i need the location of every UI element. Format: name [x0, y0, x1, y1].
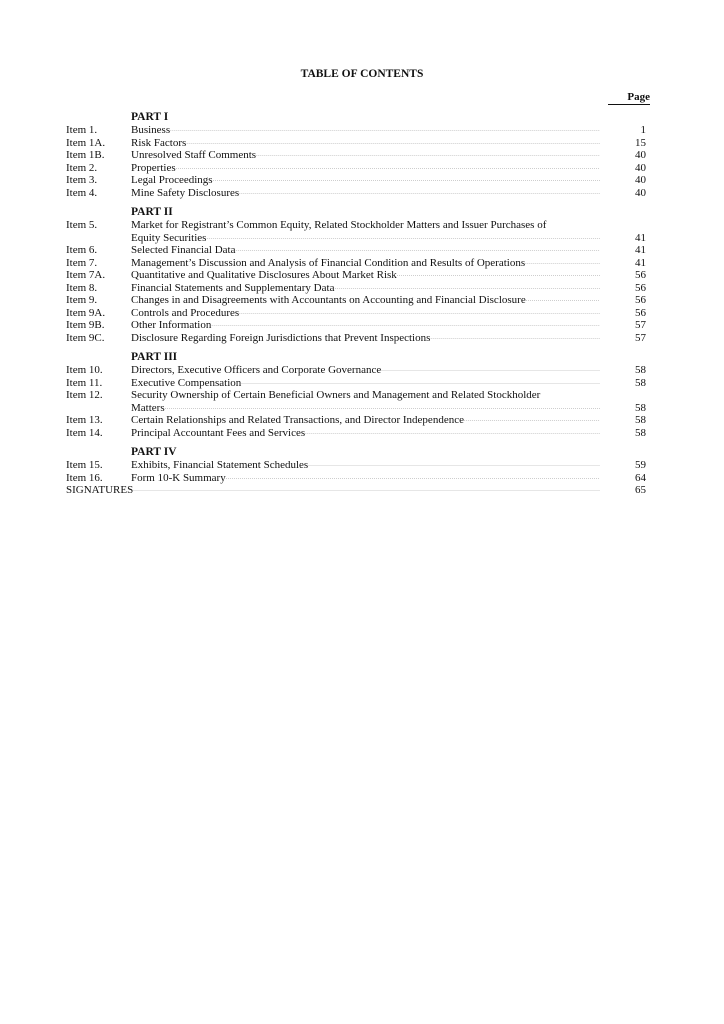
dot-leader: [525, 257, 600, 270]
toc-entry[interactable]: [131, 459, 600, 472]
toc-item-label: Item 14.: [66, 426, 103, 439]
toc-page-number: 59: [635, 459, 646, 471]
toc-entry-title[interactable]: Directors, Executive Officers and Corporate Governance: [131, 364, 382, 376]
toc-row[interactable]: [66, 257, 658, 270]
toc-entry-title-continued[interactable]: Equity Securities: [131, 231, 207, 244]
toc-entry-title[interactable]: Exhibits, Financial Statement Schedules: [131, 459, 309, 471]
toc-row[interactable]: [66, 282, 658, 295]
toc-row-signatures[interactable]: [66, 484, 658, 497]
toc-row[interactable]: [66, 219, 658, 232]
toc-page-number: 57: [635, 331, 646, 344]
toc-entry-title[interactable]: Legal Proceedings: [131, 174, 213, 186]
toc-item-label: Item 2.: [66, 161, 98, 174]
toc-page-number: 41: [635, 244, 646, 256]
toc-entry-title[interactable]: Selected Financial Data: [131, 244, 236, 256]
toc-entry-title[interactable]: Business: [131, 124, 171, 136]
toc-item-label: Item 11.: [66, 376, 103, 389]
toc-entry[interactable]: [131, 232, 600, 245]
toc-entry[interactable]: [131, 149, 600, 162]
toc-item-label: Item 9.: [66, 294, 98, 306]
dot-leader: [176, 162, 600, 175]
toc-page-number: 58: [635, 376, 646, 389]
dot-leader: [308, 459, 600, 472]
toc-entry[interactable]: [131, 124, 600, 137]
toc-page-number: 40: [635, 149, 646, 161]
dot-leader: [256, 149, 600, 162]
toc-entry[interactable]: [131, 162, 600, 175]
dot-leader: [239, 307, 600, 320]
dot-leader: [381, 364, 600, 377]
part-heading: PART II: [131, 206, 173, 218]
toc-page-number: 41: [635, 231, 646, 244]
dot-leader: [235, 244, 600, 257]
dot-leader: [241, 377, 600, 390]
toc-page-number: 58: [635, 401, 646, 414]
toc-entry-title[interactable]: Changes in and Disagreements with Accountants on Accounting and Financial Disclosure: [131, 294, 526, 306]
toc-page-number: 56: [635, 306, 646, 319]
toc-entry[interactable]: [131, 269, 600, 282]
part-heading: PART I: [131, 111, 169, 123]
toc-item-label: Item 8.: [66, 281, 98, 294]
toc-entry-title[interactable]: Properties: [131, 161, 176, 174]
toc-entry[interactable]: [131, 137, 600, 150]
toc-page-number: 65: [635, 484, 646, 496]
page-header-label: Page: [608, 90, 650, 105]
toc-item-label: Item 6.: [66, 244, 98, 256]
dot-leader: [133, 484, 600, 497]
toc-entry-title[interactable]: SIGNATURES: [66, 484, 134, 496]
dot-leader: [430, 332, 600, 345]
toc-row[interactable]: [66, 459, 658, 472]
toc-item-label: Item 12.: [66, 389, 103, 401]
toc-row[interactable]: [66, 187, 658, 200]
toc-row-continuation[interactable]: [66, 402, 658, 415]
toc-entry-title[interactable]: Security Ownership of Certain Beneficial Owners and Management and Related Stockholder: [131, 389, 541, 401]
toc-item-label-spacer: [66, 402, 131, 415]
toc-item-label: Item 16.: [66, 471, 103, 484]
toc-entry-title[interactable]: Controls and Procedures: [131, 306, 240, 319]
toc-page-number: 40: [635, 186, 646, 199]
toc-entry-title[interactable]: Certain Relationships and Related Transactions, and Director Independence: [131, 414, 464, 426]
toc-page-number: 40: [635, 174, 646, 186]
toc-entry-title[interactable]: Principal Accountant Fees and Services: [131, 426, 306, 439]
toc-page-number: 57: [635, 319, 646, 331]
toc-part-section: [66, 110, 658, 199]
table-of-contents: [66, 66, 658, 497]
toc-entry-title[interactable]: Risk Factors: [131, 136, 187, 149]
part-heading: PART III: [131, 351, 178, 363]
page-column-header: [66, 90, 658, 104]
toc-page-number: 40: [635, 161, 646, 174]
toc-entry[interactable]: [131, 389, 600, 402]
toc-page-number: 56: [635, 269, 646, 281]
toc-part-section: [66, 205, 658, 344]
toc-row[interactable]: [66, 174, 658, 187]
toc-row[interactable]: [66, 414, 658, 427]
toc-item-label: Item 7.: [66, 256, 98, 269]
toc-item-label: Item 9B.: [66, 319, 105, 331]
toc-entry[interactable]: [131, 244, 600, 257]
toc-entry-title[interactable]: Management’s Discussion and Analysis of Financial Condition and Results of Operations: [131, 256, 526, 269]
dot-leader: [305, 427, 600, 440]
toc-item-label-spacer: [66, 232, 131, 245]
toc-page-number: 1: [640, 124, 646, 136]
toc-item-label: Item 5.: [66, 219, 98, 231]
toc-entry-title[interactable]: Disclosure Regarding Foreign Jurisdictions that Prevent Inspections: [131, 331, 431, 344]
toc-page-spacer: [600, 219, 658, 232]
toc-page-number: 58: [635, 364, 646, 376]
toc-row[interactable]: [66, 294, 658, 307]
toc-entry[interactable]: [131, 294, 600, 307]
toc-page-number: 58: [635, 426, 646, 439]
dot-leader: [464, 414, 600, 427]
toc-entry[interactable]: [131, 364, 600, 377]
toc-page-number: 15: [635, 136, 646, 149]
dot-leader: [170, 124, 600, 137]
toc-page-number: 64: [635, 471, 646, 484]
toc-row[interactable]: [66, 364, 658, 377]
toc-entry[interactable]: [131, 257, 600, 270]
toc-entry[interactable]: [131, 427, 600, 440]
toc-entry[interactable]: [131, 319, 600, 332]
toc-row[interactable]: [66, 472, 658, 485]
toc-entry-title[interactable]: Other Information: [131, 319, 212, 331]
part-heading: PART IV: [131, 446, 177, 458]
toc-entry-title[interactable]: Unresolved Staff Comments: [131, 149, 257, 161]
dot-leader: [526, 294, 600, 307]
toc-row[interactable]: [66, 319, 658, 332]
toc-item-label: Item 1.: [66, 124, 98, 136]
toc-row[interactable]: [66, 244, 658, 257]
toc-entry[interactable]: [131, 307, 600, 320]
toc-page-number: 56: [635, 281, 646, 294]
toc-entry-title[interactable]: Form 10-K Summary: [131, 471, 226, 484]
toc-title: TABLE OF CONTENTS: [300, 68, 424, 80]
toc-entry-title[interactable]: Financial Statements and Supplementary Data: [131, 281, 335, 294]
toc-entry[interactable]: [131, 402, 600, 415]
toc-item-label: Item 1A.: [66, 136, 106, 149]
dot-leader: [397, 269, 600, 282]
dot-leader: [226, 472, 600, 485]
toc-row[interactable]: [66, 149, 658, 162]
toc-entry-title[interactable]: Market for Registrant’s Common Equity, Related Stockholder Matters and Issuer Purchases of: [131, 219, 547, 231]
toc-entry-title-continued[interactable]: Matters: [131, 401, 165, 414]
toc-row[interactable]: [66, 124, 658, 137]
toc-entry[interactable]: [131, 377, 600, 390]
toc-entry[interactable]: [131, 414, 600, 427]
toc-entry[interactable]: [131, 472, 600, 485]
toc-row[interactable]: [66, 162, 658, 175]
toc-entry-title[interactable]: Mine Safety Disclosures: [131, 186, 240, 199]
toc-entry-title[interactable]: Quantitative and Qualitative Disclosures About Market Risk: [131, 269, 397, 281]
toc-item-label: Item 13.: [66, 414, 103, 426]
toc-entry[interactable]: [131, 174, 600, 187]
toc-part-section: [66, 445, 658, 484]
toc-entry-title[interactable]: Executive Compensation: [131, 376, 242, 389]
toc-page-number: 56: [635, 294, 646, 306]
dot-leader: [213, 174, 600, 187]
toc-row[interactable]: [66, 377, 658, 390]
toc-row[interactable]: [66, 269, 658, 282]
toc-entry[interactable]: [131, 282, 600, 295]
toc-item-label: Item 9C.: [66, 331, 105, 344]
toc-entry[interactable]: [131, 187, 600, 200]
toc-page-spacer: [600, 389, 658, 402]
dot-leader: [211, 319, 600, 332]
toc-row[interactable]: [66, 389, 658, 402]
toc-item-label: Item 4.: [66, 186, 98, 199]
toc-row[interactable]: [66, 307, 658, 320]
toc-item-label: Item 15.: [66, 459, 103, 471]
toc-item-label: Item 10.: [66, 364, 103, 376]
toc-row[interactable]: [66, 137, 658, 150]
toc-part-section: [66, 350, 658, 439]
toc-entry[interactable]: [131, 219, 600, 232]
toc-item-label: Item 1B.: [66, 149, 105, 161]
dot-leader: [206, 232, 600, 245]
dot-leader: [334, 282, 600, 295]
toc-row[interactable]: [66, 332, 658, 345]
toc-entry[interactable]: [131, 332, 600, 345]
toc-page-number: 41: [635, 256, 646, 269]
toc-row-continuation[interactable]: [66, 232, 658, 245]
toc-page-number: 58: [635, 414, 646, 426]
toc-item-label: Item 3.: [66, 174, 98, 186]
toc-item-label: Item 7A.: [66, 269, 106, 281]
dot-leader: [186, 137, 600, 150]
toc-row[interactable]: [66, 427, 658, 440]
toc-item-label: Item 9A.: [66, 306, 106, 319]
dot-leader: [239, 187, 600, 200]
dot-leader: [165, 402, 600, 415]
